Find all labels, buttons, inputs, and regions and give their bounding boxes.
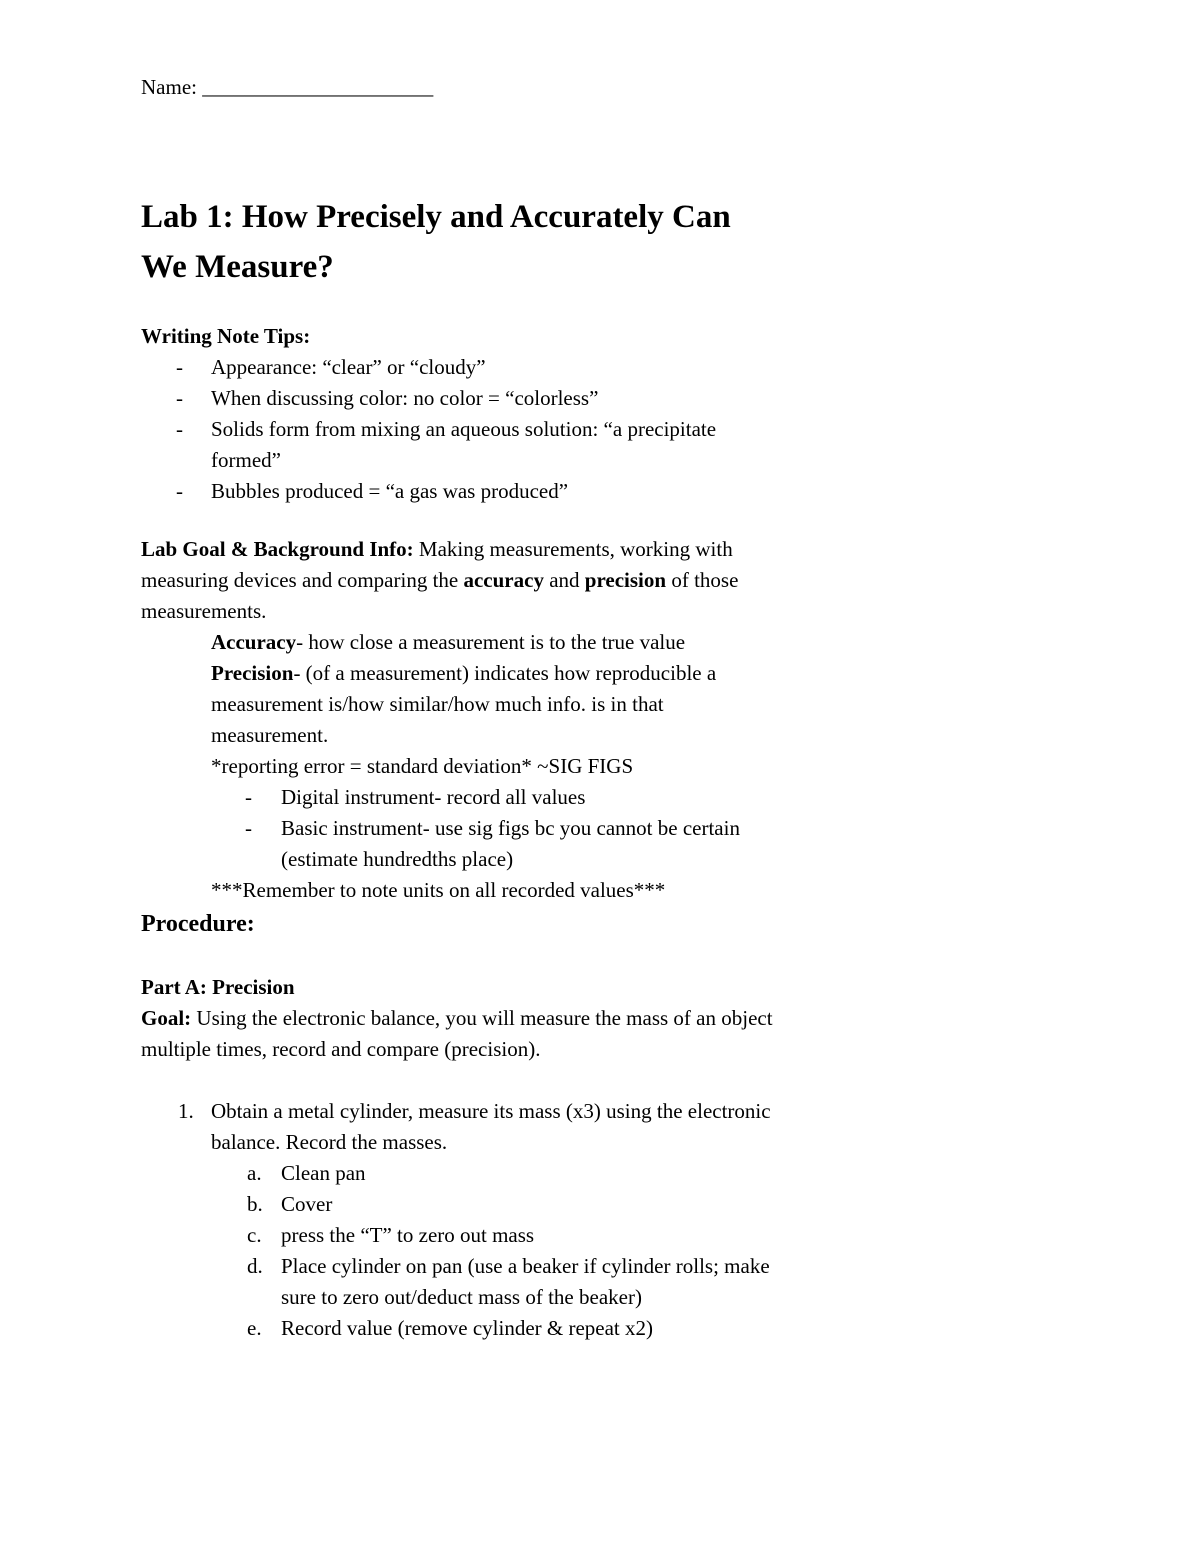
procedure-steps [141, 1096, 781, 1158]
goal-text-part: Making measurements, working with measuring devices and comparing the [141, 537, 733, 592]
procedure-step [141, 1096, 781, 1158]
step-text: Obtain a metal cylinder, measure its mass (x3) using the electronic balance. Record the masses. [211, 1099, 771, 1154]
goal-text-part: of those measurements. [141, 568, 739, 623]
units-reminder: ***Remember to note units on all recorded values*** [211, 878, 666, 902]
list-item-text: When discussing color: no color = “colorless” [211, 386, 599, 410]
lab-title: Lab 1: How Precisely and Accurately Can We Measure? [141, 199, 731, 285]
procedure-heading: Procedure: [141, 911, 255, 937]
substep [141, 1313, 781, 1344]
substep [141, 1189, 781, 1220]
substep [141, 1220, 781, 1251]
instrument-list [141, 782, 781, 875]
accuracy-term: Accuracy [211, 630, 297, 654]
list-item [141, 813, 781, 875]
accuracy-keyword: accuracy [463, 568, 544, 592]
precision-definition [141, 658, 781, 751]
substep-text: press the “T” to zero out mass [281, 1223, 535, 1247]
accuracy-definition [141, 627, 781, 658]
substep-letter: c. [247, 1223, 262, 1247]
substep-text: Record value (remove cylinder & repeat x2) [281, 1316, 654, 1340]
part-a-goal-text: Using the electronic balance, you will measure the mass of an object multiple times, record and compare (precision). [141, 1006, 773, 1061]
goal-background-label: Lab Goal & Background Info: [141, 537, 414, 561]
goal-background-paragraph [141, 534, 781, 627]
list-item-text: Appearance: “clear” or “cloudy” [211, 355, 486, 379]
list-item-text: Bubbles produced = “a gas was produced” [211, 479, 569, 503]
substep-letter: b. [247, 1192, 263, 1216]
part-a-heading: Part A: Precision [141, 975, 295, 999]
list-item [141, 352, 781, 383]
list-marker: - [176, 355, 183, 379]
substeps-list [141, 1158, 781, 1344]
part-a-goal [141, 1003, 781, 1065]
reporting-error-note: *reporting error = standard deviation* ~SIG FIGS [211, 754, 634, 778]
precision-term: Precision [211, 661, 294, 685]
list-marker: - [245, 816, 252, 840]
document-content [141, 72, 781, 1344]
precision-def-text: - (of a measurement) indicates how reproducible a measurement is/how similar/how much info. is in that measurement. [211, 661, 717, 747]
accuracy-def-text: - how close a measurement is to the true value [296, 630, 686, 654]
list-item-text: Digital instrument- record all values [281, 785, 586, 809]
writing-tips-list [141, 352, 781, 507]
part-a-goal-label: Goal: [141, 1006, 192, 1030]
goal-text-part: and [543, 568, 585, 592]
substep [141, 1158, 781, 1189]
substep-text: Clean pan [281, 1161, 366, 1185]
list-item [141, 383, 781, 414]
list-item-text: Basic instrument- use sig figs bc you cannot be certain (estimate hundredths place) [281, 816, 740, 871]
name-field-label: Name: ______________________ [141, 75, 434, 99]
writing-tips-heading: Writing Note Tips: [141, 324, 311, 348]
list-marker: - [176, 386, 183, 410]
list-item [141, 414, 781, 476]
list-item [141, 476, 781, 507]
list-marker: - [245, 785, 252, 809]
substep-letter: a. [247, 1161, 262, 1185]
list-marker: - [176, 417, 183, 441]
substep [141, 1251, 781, 1313]
precision-keyword: precision [584, 568, 667, 592]
substep-letter: e. [247, 1316, 262, 1340]
list-item [141, 782, 781, 813]
substep-text: Cover [281, 1192, 333, 1216]
list-item-text: Solids form from mixing an aqueous solution: “a precipitate formed” [211, 417, 717, 472]
list-marker: - [176, 479, 183, 503]
substep-text: Place cylinder on pan (use a beaker if cylinder rolls; make sure to zero out/deduct mass of the beaker) [281, 1254, 770, 1309]
substep-letter: d. [247, 1254, 263, 1278]
step-number: 1. [178, 1099, 194, 1123]
